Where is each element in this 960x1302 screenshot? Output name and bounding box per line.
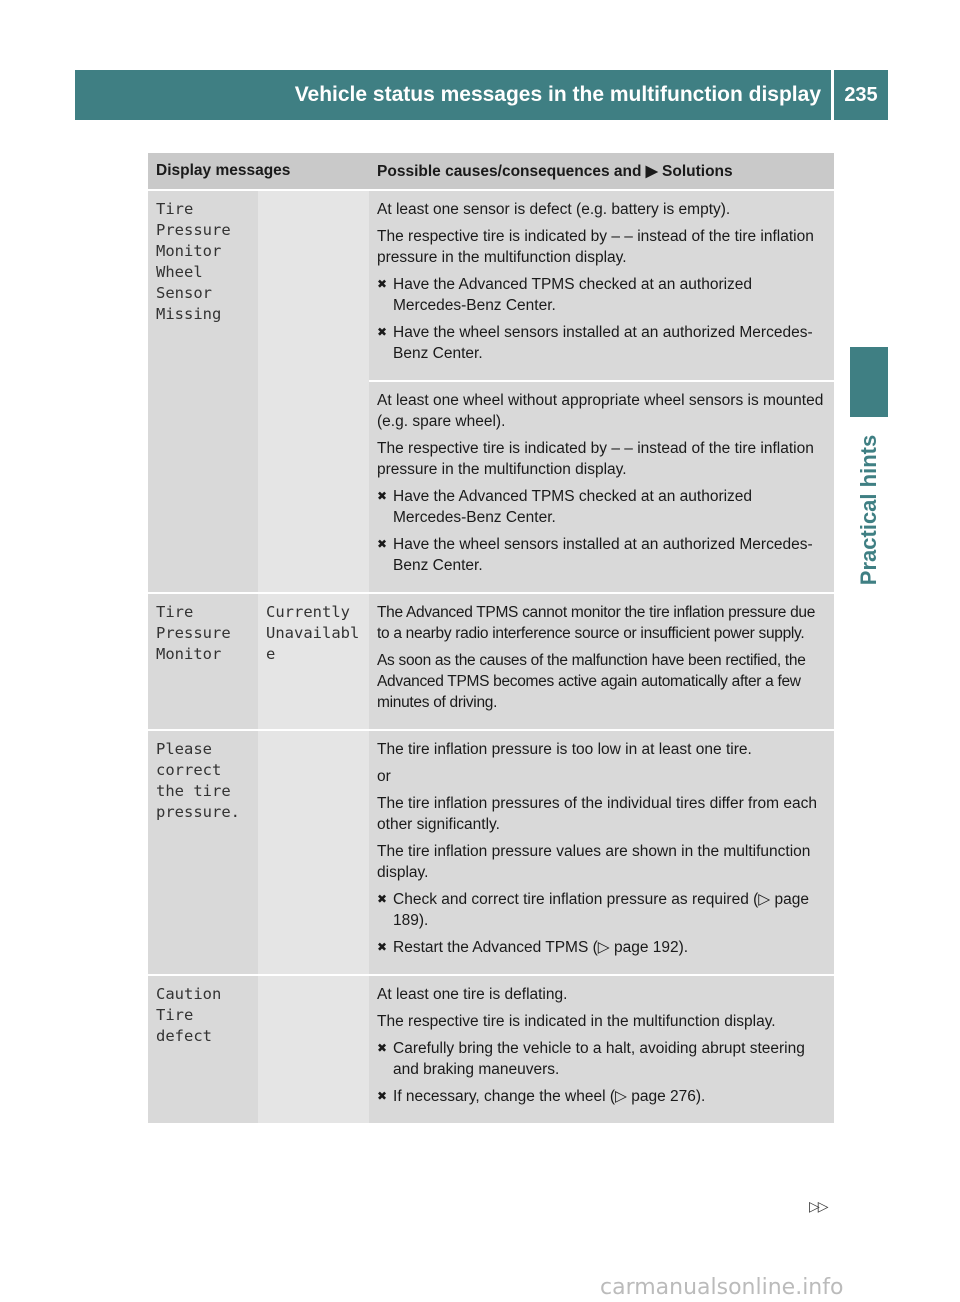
display-submessage-text: Currently Unavailabl e bbox=[266, 603, 360, 663]
step-text: Carefully bring the vehicle to a halt, avoiding abrupt steering and braking maneuvers. bbox=[393, 1040, 805, 1078]
continue-arrows-icon: ▷▷ bbox=[809, 1198, 827, 1214]
solution-paragraph: The tire inflation pressures of the individual tires differ from each other significantly. bbox=[377, 795, 817, 833]
side-tab-label: Practical hints bbox=[856, 434, 882, 585]
step-x-icon: ✖ bbox=[377, 277, 388, 291]
step-text: Have the Advanced TPMS checked at an authorized Mercedes-Benz Center. bbox=[393, 488, 753, 526]
step-x-icon: ✖ bbox=[377, 325, 388, 339]
solution-paragraph: At least one sensor is defect (e.g. battery is empty). bbox=[377, 201, 731, 218]
step-x-icon: ✖ bbox=[377, 892, 388, 906]
solution-paragraph: As soon as the causes of the malfunction have been rectified, the Advanced TPMS becomes active again automatically after a few minutes of driving. bbox=[377, 652, 806, 711]
display-message-text: Caution Tire defect bbox=[156, 985, 222, 1045]
step-text: Have the Advanced TPMS checked at an authorized Mercedes-Benz Center. bbox=[393, 276, 753, 314]
step-x-icon: ✖ bbox=[377, 537, 388, 551]
watermark: carmanualsonline.info bbox=[600, 1275, 844, 1300]
display-message-cell bbox=[148, 190, 258, 593]
messages-table bbox=[148, 153, 834, 1123]
solution-paragraph: At least one wheel without appropriate wheel sensors is mounted (e.g. spare wheel). bbox=[377, 392, 824, 430]
solution-cell bbox=[369, 593, 834, 730]
solution-cell bbox=[369, 190, 834, 381]
page-header bbox=[75, 70, 831, 120]
display-submessage-cell bbox=[258, 190, 369, 593]
display-message-text: Tire Pressure Monitor Wheel Sensor Missing bbox=[156, 200, 231, 323]
page-number bbox=[834, 70, 888, 120]
solution-paragraph: The respective tire is indicated in the multifunction display. bbox=[377, 1013, 776, 1030]
solution-step bbox=[377, 486, 826, 528]
step-text: Restart the Advanced TPMS (▷ page 192). bbox=[393, 939, 689, 956]
solution-step bbox=[377, 937, 826, 958]
solution-cell bbox=[369, 730, 834, 975]
solution-paragraph: The respective tire is indicated by – – instead of the tire inflation pressure in the multifunction display. bbox=[377, 440, 814, 478]
table-row bbox=[148, 975, 834, 1123]
display-submessage-cell bbox=[258, 730, 369, 975]
solution-step bbox=[377, 1086, 826, 1107]
table-header-row bbox=[148, 153, 834, 190]
display-message-text: Please correct the tire pressure. bbox=[156, 740, 240, 821]
solution-step bbox=[377, 889, 826, 931]
table-row bbox=[148, 730, 834, 975]
step-text: Check and correct tire inflation pressure as required (▷ page 189). bbox=[393, 891, 810, 929]
step-x-icon: ✖ bbox=[377, 489, 388, 503]
display-message-text: Tire Pressure Monitor bbox=[156, 603, 231, 663]
solution-paragraph: The respective tire is indicated by – – instead of the tire inflation pressure in the multifunction display. bbox=[377, 228, 814, 266]
step-x-icon: ✖ bbox=[377, 1041, 388, 1055]
solution-paragraph: The tire inflation pressure is too low in at least one tire. bbox=[377, 741, 752, 758]
solution-step bbox=[377, 274, 826, 316]
solution-paragraph: The tire inflation pressure values are shown in the multifunction display. bbox=[377, 843, 811, 881]
display-message-cell bbox=[148, 975, 258, 1123]
display-message-cell bbox=[148, 730, 258, 975]
side-tab bbox=[850, 417, 888, 602]
display-submessage-cell bbox=[258, 593, 369, 730]
header-solutions: Possible causes/consequences and ▶ Solutions bbox=[369, 153, 834, 190]
solution-paragraph: The Advanced TPMS cannot monitor the tire inflation pressure due to a nearby radio interference source or insufficient power supply. bbox=[377, 604, 816, 642]
table-row bbox=[148, 190, 834, 381]
page-number-text: 235 bbox=[844, 83, 878, 106]
header-title: Vehicle status messages in the multifunction display bbox=[294, 83, 821, 106]
solution-paragraph: or bbox=[377, 768, 391, 785]
display-submessage-cell bbox=[258, 975, 369, 1123]
table-row bbox=[148, 593, 834, 730]
solution-step bbox=[377, 534, 826, 576]
step-text: If necessary, change the wheel (▷ page 276). bbox=[393, 1088, 706, 1105]
step-text: Have the wheel sensors installed at an authorized Mercedes-Benz Center. bbox=[393, 536, 813, 574]
step-text: Have the wheel sensors installed at an authorized Mercedes-Benz Center. bbox=[393, 324, 813, 362]
solution-cell bbox=[369, 381, 834, 593]
side-marker bbox=[850, 347, 888, 417]
solution-paragraph: At least one tire is deflating. bbox=[377, 986, 568, 1003]
header-display-messages: Display messages bbox=[148, 153, 369, 190]
display-message-cell bbox=[148, 593, 258, 730]
solution-step bbox=[377, 1038, 826, 1080]
solution-step bbox=[377, 322, 826, 364]
step-x-icon: ✖ bbox=[377, 1089, 388, 1103]
solution-cell bbox=[369, 975, 834, 1123]
step-x-icon: ✖ bbox=[377, 940, 388, 954]
